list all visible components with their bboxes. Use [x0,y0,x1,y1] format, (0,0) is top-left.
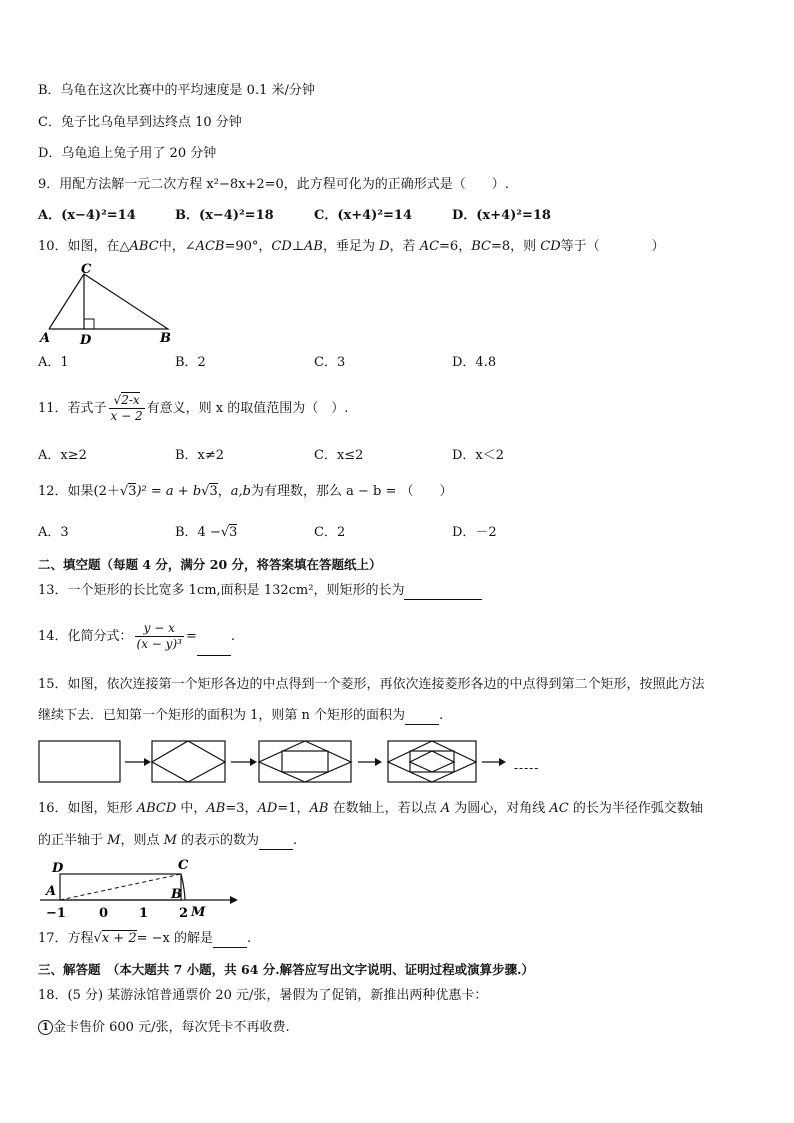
q14-fraction: $\frac{y - x}{\text{(x − y)³}}$ [136,621,182,651]
q16-label-m: M [191,905,206,920]
q15-line-2: 继续下去．已知第一个矩形的面积为 1，则第 n 个矩形的面积为 . [38,708,444,723]
q14-stem: 14．化简分式： $\frac{y - x}{\text{(x − y)³}}$ = . [38,618,235,656]
q11-option-c: C．x≤2 [314,448,364,463]
q11-option-b: B．x≠2 [175,448,225,463]
q12-option-d: D．－2 [452,525,497,540]
q15-continuation-dots: ----- [514,761,540,775]
q16-line-1: 16．如图，矩形 ABCD 中，AB=3，AD=1，AB 在数轴上，若以点 A 为圆心，对角线 AC 的长为半径作弧交数轴 [38,801,703,816]
q10-label-c: C [81,262,92,277]
q15-rectangles-figure [38,738,558,786]
q16-answer-blank [259,849,293,850]
q16-label-a: A [46,884,57,899]
q16-tick-2: 2 [179,906,189,920]
q15-line-1: 15．如图，依次连接第一个矩形各边的中点得到一个菱形，再依次连接菱形各边的中点得到第二个矩形，按照此方法 [38,677,705,692]
q9-option-b: B．(x−4)²=18 [175,208,274,223]
q9-option-d: D．(x+4)²=18 [452,208,551,223]
q16-tick-1: 1 [139,906,149,920]
q11-option-d: D．x＜2 [452,448,505,463]
q16-label-d: D [52,861,64,876]
q10-option-b: B．2 [175,355,206,370]
q11-fraction: $\frac{√2-x}{x - 2}$ [110,393,143,423]
circled-number-1: 1 [38,1020,53,1035]
q10-label-b: B [160,331,171,346]
q16-label-b: B [171,887,182,902]
q9-stem: 9．用配方法解一元二次方程 x²−8x+2=0，此方程可化为的正确形式是（ ）. [38,177,509,192]
q10-label-a: A [40,331,51,346]
q11-stem: 11．若式子 $\frac{√2-x}{x - 2}$ 有意义，则 x 的取值范围为（ ）. [38,393,349,423]
q17-stem: 17．方程√x + 2= −x 的解是 . [38,931,252,946]
q10-option-d: D．4.8 [452,355,497,370]
q10-triangle-figure [38,260,178,348]
q16-number-line-figure [38,855,243,920]
q14-answer-blank [197,655,231,656]
q12-option-a: A．3 [38,525,69,540]
q12-option-c: C．2 [314,525,346,540]
q13-answer-blank [404,599,482,600]
q9-option-a: A．(x−4)²=14 [38,208,136,223]
q18-item-1: 1 金卡售价 600 元/张，每次凭卡不再收费. [38,1019,290,1037]
q8-option-d: D．乌龟追上兔子用了 20 分钟 [38,146,217,161]
q13-stem: 13．一个矩形的长比宽多 1cm,面积是 132cm²，则矩形的长为 [38,582,482,600]
q8-option-c: C．兔子比乌龟早到达终点 10 分钟 [38,115,242,130]
q12-option-b: B．4 −√3 [175,525,238,540]
q16-label-c: C [178,858,189,873]
section-3-heading: 三、解答题 （本大题共 7 小题，共 64 分.解答应写出文字说明、证明过程或演算步骤.） [38,962,534,977]
q16-tick-neg1: −1 [46,906,66,920]
q12-stem: 12．如果(2＋√3)² = a + b√3，a,b为有理数，那么 a − b = （ ） [38,484,453,499]
q10-option-c: C．3 [314,355,346,370]
q10-option-a: A．1 [38,355,69,370]
q9-option-c: C．(x+4)²=14 [314,208,413,223]
q16-line-2: 的正半轴于 M，则点 M 的表示的数为 . [38,833,298,848]
q17-answer-blank [213,947,247,948]
q10-label-d: D [80,333,92,348]
q10-stem: 10．如图，在△ABC中，∠ACB=90°，CD⊥AB，垂足为 D，若 AC=6，BC=8，则 CD等于（ ） [38,239,665,254]
q15-answer-blank [405,724,439,725]
q18-stem: 18．(5 分) 某游泳馆普通票价 20 元/张，暑假为了促销，新推出两种优惠卡： [38,988,488,1003]
q16-tick-0: 0 [99,906,109,920]
q11-option-a: A．x≥2 [38,448,87,463]
q8-option-b: B．乌龟在这次比赛中的平均速度是 0.1 米/分钟 [38,83,315,98]
section-2-heading: 二、填空题（每题 4 分，满分 20 分，将答案填在答题纸上） [38,557,382,572]
